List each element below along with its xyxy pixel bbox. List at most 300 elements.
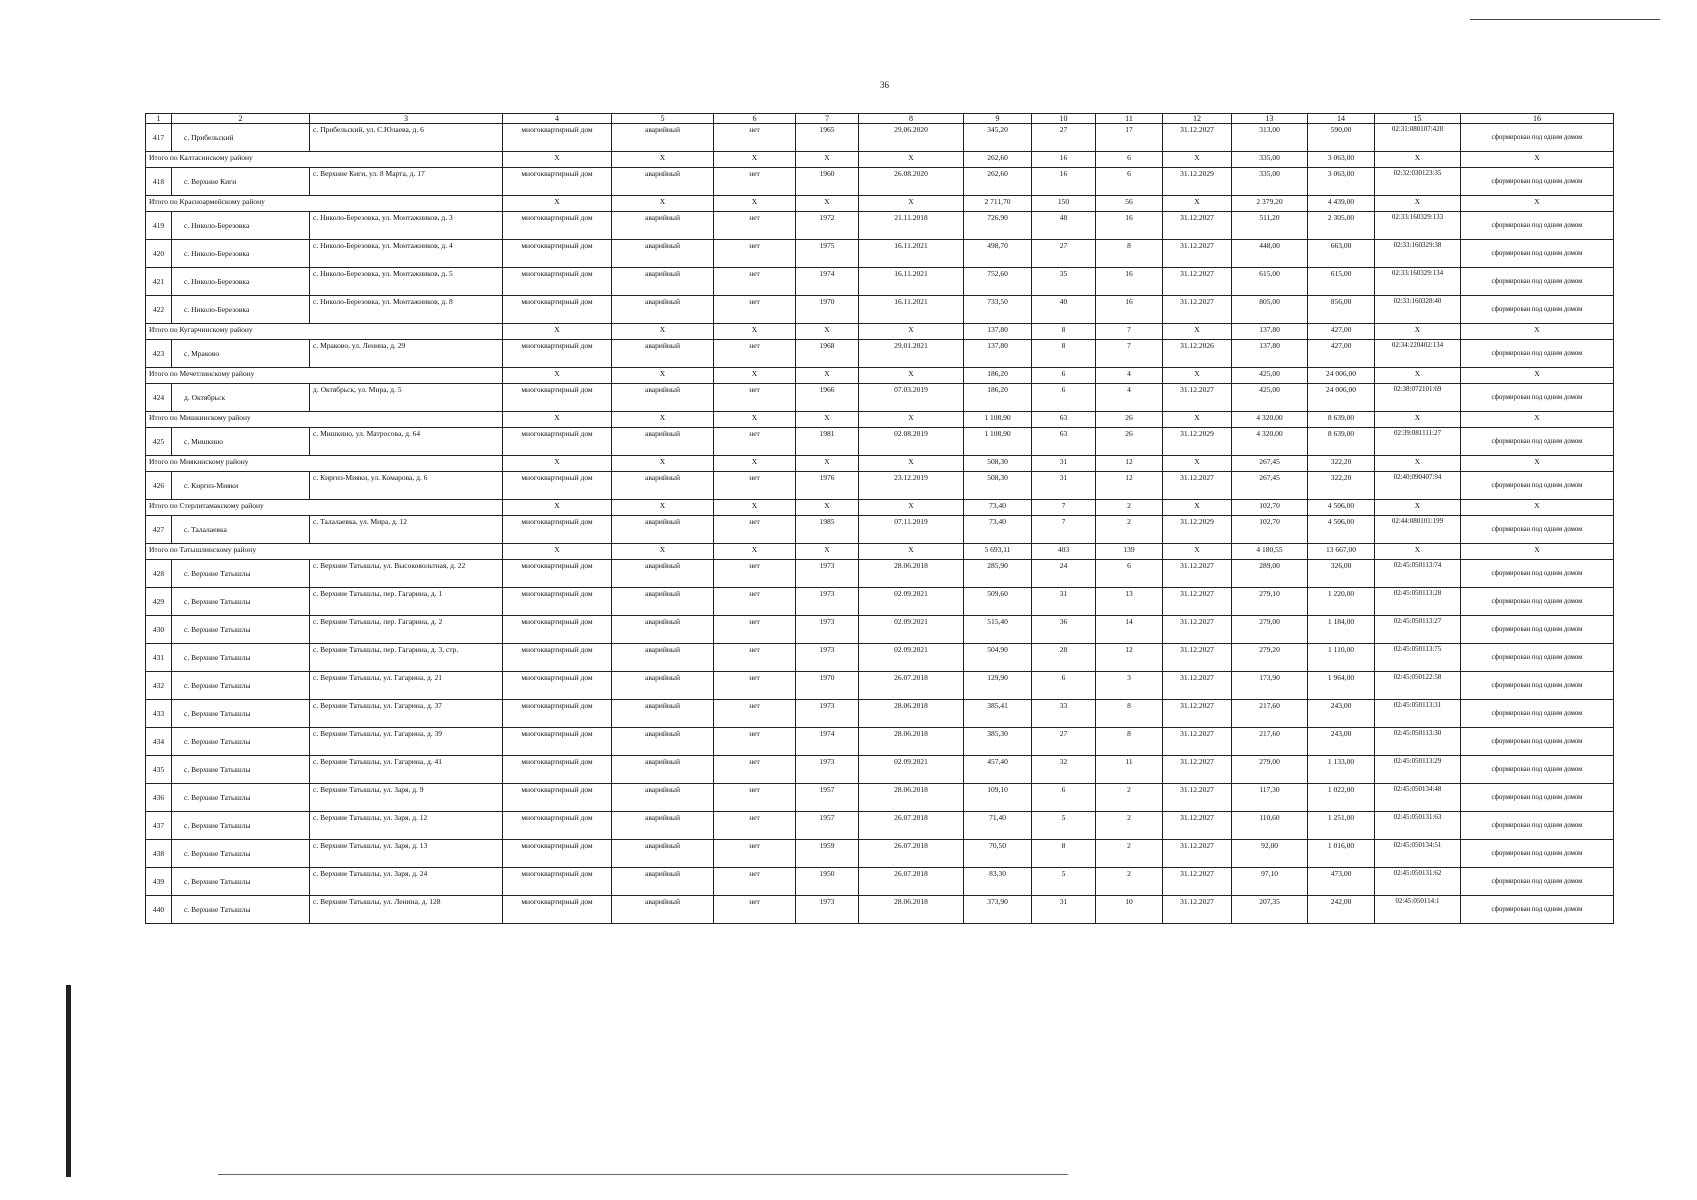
column-10-cell: 24 bbox=[1032, 560, 1096, 588]
column-6-cell: нет bbox=[714, 296, 796, 324]
table-row bbox=[146, 296, 1614, 324]
total-cell-c6: X bbox=[714, 544, 796, 560]
column-13-cell: 289,00 bbox=[1232, 560, 1308, 588]
column-13-cell: 110,60 bbox=[1232, 812, 1308, 840]
row-number: 422 bbox=[146, 296, 172, 324]
row-number: 428 bbox=[146, 560, 172, 588]
cadastral-number-cell: 02:33:160329:38 bbox=[1375, 240, 1461, 268]
status-cell: аварийный bbox=[612, 840, 714, 868]
deadline-cell: 31.12.2027 bbox=[1163, 812, 1232, 840]
building-type-cell: многоквартирный дом bbox=[503, 296, 612, 324]
table-row bbox=[146, 756, 1614, 784]
column-6-cell: нет bbox=[714, 784, 796, 812]
total-cell-c11: 12 bbox=[1096, 456, 1163, 472]
total-cell-c6: X bbox=[714, 412, 796, 428]
column-6-cell: нет bbox=[714, 700, 796, 728]
total-cell-c5: X bbox=[612, 368, 714, 384]
column-13-cell: 279,20 bbox=[1232, 644, 1308, 672]
address-cell: с. Верхние Татышлы, ул. Гагарина, д. 39 bbox=[310, 728, 503, 756]
column-number-row bbox=[146, 114, 1614, 124]
column-6-cell: нет bbox=[714, 868, 796, 896]
building-type-cell: многоквартирный дом bbox=[503, 384, 612, 412]
column-14-cell: 1 022,00 bbox=[1308, 784, 1375, 812]
column-10-cell: 28 bbox=[1032, 644, 1096, 672]
column-13-cell: 425,00 bbox=[1232, 384, 1308, 412]
row-number: 424 bbox=[146, 384, 172, 412]
column-6-cell: нет bbox=[714, 340, 796, 368]
note-cell: сформирован под одним домом bbox=[1461, 588, 1614, 616]
note-cell: сформирован под одним домом bbox=[1461, 616, 1614, 644]
date-cell: 26.07.2018 bbox=[859, 840, 964, 868]
table-row bbox=[146, 472, 1614, 500]
total-cell-c15: X bbox=[1375, 368, 1461, 384]
address-cell: д. Октябрьск, ул. Мира, д. 5 bbox=[310, 384, 503, 412]
note-cell: сформирован под одним домом bbox=[1461, 516, 1614, 544]
row-number: 434 bbox=[146, 728, 172, 756]
date-cell: 07.03.2019 bbox=[859, 384, 964, 412]
total-cell-c10: 31 bbox=[1032, 456, 1096, 472]
column-13-cell: 805,00 bbox=[1232, 296, 1308, 324]
total-cell-c4: X bbox=[503, 152, 612, 168]
total-cell-c7: X bbox=[796, 152, 859, 168]
column-14-cell: 856,00 bbox=[1308, 296, 1375, 324]
deadline-cell: 31.12.2027 bbox=[1163, 644, 1232, 672]
row-number: 437 bbox=[146, 812, 172, 840]
note-cell: сформирован под одним домом bbox=[1461, 700, 1614, 728]
total-cell-c13: 425,00 bbox=[1232, 368, 1308, 384]
deadline-cell: 31.12.2027 bbox=[1163, 672, 1232, 700]
column-13-cell: 279,00 bbox=[1232, 756, 1308, 784]
total-cell-c4: X bbox=[503, 196, 612, 212]
total-cell-c5: X bbox=[612, 196, 714, 212]
area-cell: 752,60 bbox=[964, 268, 1032, 296]
date-cell: 29.06.2020 bbox=[859, 124, 964, 152]
note-cell: сформирован под одним домом bbox=[1461, 784, 1614, 812]
total-cell-c10: 16 bbox=[1032, 152, 1096, 168]
total-cell-c8: X bbox=[859, 324, 964, 340]
area-cell: 109,10 bbox=[964, 784, 1032, 812]
date-cell: 26.07.2018 bbox=[859, 812, 964, 840]
column-13-cell: 97,10 bbox=[1232, 868, 1308, 896]
status-cell: аварийный bbox=[612, 384, 714, 412]
cadastral-number-cell: 02:45:050131:62 bbox=[1375, 868, 1461, 896]
column-6-cell: нет bbox=[714, 516, 796, 544]
column-number: 12 bbox=[1163, 114, 1232, 124]
column-11-cell: 10 bbox=[1096, 896, 1163, 924]
note-cell: сформирован под одним домом bbox=[1461, 472, 1614, 500]
deadline-cell: 31.12.2027 bbox=[1163, 472, 1232, 500]
total-cell-c15: X bbox=[1375, 500, 1461, 516]
locality-cell: с. Верхние Татышлы bbox=[172, 840, 310, 868]
column-10-cell: 32 bbox=[1032, 756, 1096, 784]
status-cell: аварийный bbox=[612, 812, 714, 840]
column-6-cell: нет bbox=[714, 672, 796, 700]
column-6-cell: нет bbox=[714, 212, 796, 240]
total-cell-c4: X bbox=[503, 324, 612, 340]
status-cell: аварийный bbox=[612, 212, 714, 240]
year-cell: 1966 bbox=[796, 384, 859, 412]
note-cell: сформирован под одним домом bbox=[1461, 124, 1614, 152]
column-6-cell: нет bbox=[714, 124, 796, 152]
column-11-cell: 16 bbox=[1096, 296, 1163, 324]
date-cell: 16.11.2021 bbox=[859, 296, 964, 324]
total-cell-c9: 508,30 bbox=[964, 456, 1032, 472]
column-13-cell: 511,20 bbox=[1232, 212, 1308, 240]
year-cell: 1972 bbox=[796, 212, 859, 240]
row-number: 429 bbox=[146, 588, 172, 616]
building-type-cell: многоквартирный дом bbox=[503, 756, 612, 784]
table-row bbox=[146, 268, 1614, 296]
total-cell-c7: X bbox=[796, 544, 859, 560]
address-cell: с. Николо-Березовка, ул. Монтажников, д. 3 bbox=[310, 212, 503, 240]
address-cell: с. Верхние Татышлы, ул. Заря, д. 12 bbox=[310, 812, 503, 840]
total-cell-c15: X bbox=[1375, 456, 1461, 472]
table-row bbox=[146, 812, 1614, 840]
column-11-cell: 7 bbox=[1096, 340, 1163, 368]
total-cell-c10: 63 bbox=[1032, 412, 1096, 428]
building-type-cell: многоквартирный дом bbox=[503, 560, 612, 588]
building-type-cell: многоквартирный дом bbox=[503, 840, 612, 868]
address-cell: с. Прибельский, ул. С.Юлаева, д. 6 bbox=[310, 124, 503, 152]
building-type-cell: многоквартирный дом bbox=[503, 428, 612, 456]
column-11-cell: 16 bbox=[1096, 268, 1163, 296]
column-13-cell: 207,35 bbox=[1232, 896, 1308, 924]
table-row bbox=[146, 428, 1614, 456]
address-cell: с. Верхние Татышлы, пер. Гагарина, д. 3, стр. bbox=[310, 644, 503, 672]
column-11-cell: 2 bbox=[1096, 516, 1163, 544]
total-cell-c8: X bbox=[859, 412, 964, 428]
date-cell: 02.08.2019 bbox=[859, 428, 964, 456]
locality-cell: с. Мраково bbox=[172, 340, 310, 368]
column-11-cell: 16 bbox=[1096, 212, 1163, 240]
total-cell-c13: 335,00 bbox=[1232, 152, 1308, 168]
column-14-cell: 1 251,00 bbox=[1308, 812, 1375, 840]
column-14-cell: 8 639,00 bbox=[1308, 428, 1375, 456]
total-cell-c12: X bbox=[1163, 324, 1232, 340]
cadastral-number-cell: 02:33:160329:133 bbox=[1375, 212, 1461, 240]
total-cell-c12: X bbox=[1163, 152, 1232, 168]
status-cell: аварийный bbox=[612, 240, 714, 268]
building-type-cell: многоквартирный дом bbox=[503, 472, 612, 500]
area-cell: 385,30 bbox=[964, 728, 1032, 756]
column-10-cell: 16 bbox=[1032, 168, 1096, 196]
status-cell: аварийный bbox=[612, 728, 714, 756]
area-cell: 726,90 bbox=[964, 212, 1032, 240]
area-cell: 373,90 bbox=[964, 896, 1032, 924]
address-cell: с. Верхние Татышлы, ул. Заря, д. 9 bbox=[310, 784, 503, 812]
locality-cell: с. Верхние Татышлы bbox=[172, 756, 310, 784]
total-cell-c7: X bbox=[796, 324, 859, 340]
building-type-cell: многоквартирный дом bbox=[503, 672, 612, 700]
building-type-cell: многоквартирный дом bbox=[503, 700, 612, 728]
total-cell-c11: 26 bbox=[1096, 412, 1163, 428]
total-cell-c4: X bbox=[503, 412, 612, 428]
locality-cell: с. Верхние Татышлы bbox=[172, 616, 310, 644]
deadline-cell: 31.12.2027 bbox=[1163, 756, 1232, 784]
district-total-row bbox=[146, 324, 1614, 340]
table-row bbox=[146, 240, 1614, 268]
address-cell: с. Верхние Киги, ул. 8 Марта, д. 17 bbox=[310, 168, 503, 196]
locality-cell: с. Верхние Татышлы bbox=[172, 700, 310, 728]
area-cell: 73,40 bbox=[964, 516, 1032, 544]
deadline-cell: 31.12.2027 bbox=[1163, 240, 1232, 268]
area-cell: 509,60 bbox=[964, 588, 1032, 616]
column-11-cell: 2 bbox=[1096, 868, 1163, 896]
row-number: 439 bbox=[146, 868, 172, 896]
total-cell-c7: X bbox=[796, 500, 859, 516]
total-cell-c8: X bbox=[859, 196, 964, 212]
column-13-cell: 615,00 bbox=[1232, 268, 1308, 296]
note-cell: сформирован под одним домом bbox=[1461, 268, 1614, 296]
column-14-cell: 473,00 bbox=[1308, 868, 1375, 896]
total-cell-c14: 427,00 bbox=[1308, 324, 1375, 340]
building-type-cell: многоквартирный дом bbox=[503, 896, 612, 924]
note-cell: сформирован под одним домом bbox=[1461, 168, 1614, 196]
column-14-cell: 1 184,00 bbox=[1308, 616, 1375, 644]
column-number: 1 bbox=[146, 114, 172, 124]
deadline-cell: 31.12.2027 bbox=[1163, 268, 1232, 296]
column-number: 9 bbox=[964, 114, 1032, 124]
cadastral-number-cell: 02:45:050122:58 bbox=[1375, 672, 1461, 700]
total-cell-c16: X bbox=[1461, 456, 1614, 472]
district-total-label: Итого по Миякинскому району bbox=[146, 456, 503, 472]
total-cell-c4: X bbox=[503, 544, 612, 560]
status-cell: аварийный bbox=[612, 868, 714, 896]
column-14-cell: 1 964,00 bbox=[1308, 672, 1375, 700]
cadastral-number-cell: 02:34:220402:134 bbox=[1375, 340, 1461, 368]
column-11-cell: 2 bbox=[1096, 784, 1163, 812]
area-cell: 262,60 bbox=[964, 168, 1032, 196]
locality-cell: с. Верхние Татышлы bbox=[172, 896, 310, 924]
locality-cell: с. Киргиз-Мияки bbox=[172, 472, 310, 500]
area-cell: 508,30 bbox=[964, 472, 1032, 500]
status-cell: аварийный bbox=[612, 672, 714, 700]
column-6-cell: нет bbox=[714, 840, 796, 868]
total-cell-c16: X bbox=[1461, 544, 1614, 560]
address-cell: с. Верхние Татышлы, пер. Гагарина, д. 2 bbox=[310, 616, 503, 644]
district-total-row bbox=[146, 196, 1614, 212]
date-cell: 02.09.2021 bbox=[859, 588, 964, 616]
total-cell-c7: X bbox=[796, 456, 859, 472]
column-14-cell: 322,20 bbox=[1308, 472, 1375, 500]
table-row bbox=[146, 868, 1614, 896]
total-cell-c5: X bbox=[612, 500, 714, 516]
deadline-cell: 31.12.2027 bbox=[1163, 868, 1232, 896]
column-14-cell: 326,00 bbox=[1308, 560, 1375, 588]
total-cell-c6: X bbox=[714, 324, 796, 340]
locality-cell: с. Мишкино bbox=[172, 428, 310, 456]
column-10-cell: 31 bbox=[1032, 472, 1096, 500]
deadline-cell: 31.12.2027 bbox=[1163, 700, 1232, 728]
district-total-row bbox=[146, 368, 1614, 384]
date-cell: 02.09.2021 bbox=[859, 616, 964, 644]
cadastral-number-cell: 02:45:050113:75 bbox=[1375, 644, 1461, 672]
area-cell: 515,40 bbox=[964, 616, 1032, 644]
column-13-cell: 448,00 bbox=[1232, 240, 1308, 268]
total-cell-c5: X bbox=[612, 152, 714, 168]
total-cell-c6: X bbox=[714, 456, 796, 472]
total-cell-c5: X bbox=[612, 456, 714, 472]
row-number: 438 bbox=[146, 840, 172, 868]
column-14-cell: 4 506,00 bbox=[1308, 516, 1375, 544]
total-cell-c14: 8 639,00 bbox=[1308, 412, 1375, 428]
note-cell: сформирован под одним домом bbox=[1461, 428, 1614, 456]
column-10-cell: 36 bbox=[1032, 616, 1096, 644]
building-type-cell: многоквартирный дом bbox=[503, 516, 612, 544]
address-cell: с. Верхние Татышлы, ул. Гагарина, д. 21 bbox=[310, 672, 503, 700]
total-cell-c12: X bbox=[1163, 368, 1232, 384]
year-cell: 1959 bbox=[796, 840, 859, 868]
date-cell: 28.06.2018 bbox=[859, 560, 964, 588]
district-total-row bbox=[146, 500, 1614, 516]
row-number: 417 bbox=[146, 124, 172, 152]
column-6-cell: нет bbox=[714, 384, 796, 412]
row-number: 426 bbox=[146, 472, 172, 500]
column-14-cell: 590,00 bbox=[1308, 124, 1375, 152]
year-cell: 1973 bbox=[796, 700, 859, 728]
total-cell-c7: X bbox=[796, 368, 859, 384]
date-cell: 26.07.2018 bbox=[859, 672, 964, 700]
status-cell: аварийный bbox=[612, 168, 714, 196]
district-total-label: Итого по Стерлитамакскому району bbox=[146, 500, 503, 516]
status-cell: аварийный bbox=[612, 616, 714, 644]
column-11-cell: 8 bbox=[1096, 240, 1163, 268]
total-cell-c11: 56 bbox=[1096, 196, 1163, 212]
column-6-cell: нет bbox=[714, 896, 796, 924]
column-13-cell: 279,00 bbox=[1232, 616, 1308, 644]
deadline-cell: 31.12.2027 bbox=[1163, 124, 1232, 152]
column-11-cell: 2 bbox=[1096, 840, 1163, 868]
year-cell: 1974 bbox=[796, 268, 859, 296]
column-14-cell: 2 305,00 bbox=[1308, 212, 1375, 240]
total-cell-c9: 1 108,90 bbox=[964, 412, 1032, 428]
row-number: 440 bbox=[146, 896, 172, 924]
building-type-cell: многоквартирный дом bbox=[503, 812, 612, 840]
area-cell: 71,40 bbox=[964, 812, 1032, 840]
total-cell-c4: X bbox=[503, 456, 612, 472]
page-number: 36 bbox=[880, 80, 889, 90]
total-cell-c10: 8 bbox=[1032, 324, 1096, 340]
status-cell: аварийный bbox=[612, 784, 714, 812]
column-6-cell: нет bbox=[714, 428, 796, 456]
note-cell: сформирован под одним домом bbox=[1461, 868, 1614, 896]
year-cell: 1950 bbox=[796, 868, 859, 896]
total-cell-c16: X bbox=[1461, 412, 1614, 428]
status-cell: аварийный bbox=[612, 428, 714, 456]
table-row bbox=[146, 560, 1614, 588]
top-rule bbox=[1470, 19, 1660, 20]
row-number: 435 bbox=[146, 756, 172, 784]
column-13-cell: 217,60 bbox=[1232, 728, 1308, 756]
year-cell: 1973 bbox=[796, 756, 859, 784]
total-cell-c14: 13 667,00 bbox=[1308, 544, 1375, 560]
column-6-cell: нет bbox=[714, 756, 796, 784]
building-type-cell: многоквартирный дом bbox=[503, 212, 612, 240]
column-14-cell: 615,00 bbox=[1308, 268, 1375, 296]
column-number: 16 bbox=[1461, 114, 1614, 124]
total-cell-c10: 150 bbox=[1032, 196, 1096, 212]
column-10-cell: 31 bbox=[1032, 896, 1096, 924]
locality-cell: с. Верхние Татышлы bbox=[172, 784, 310, 812]
total-cell-c9: 137,80 bbox=[964, 324, 1032, 340]
building-type-cell: многоквартирный дом bbox=[503, 616, 612, 644]
table-row bbox=[146, 672, 1614, 700]
year-cell: 1965 bbox=[796, 124, 859, 152]
status-cell: аварийный bbox=[612, 896, 714, 924]
status-cell: аварийный bbox=[612, 472, 714, 500]
note-cell: сформирован под одним домом bbox=[1461, 840, 1614, 868]
note-cell: сформирован под одним домом bbox=[1461, 240, 1614, 268]
date-cell: 16.11.2021 bbox=[859, 240, 964, 268]
column-number: 8 bbox=[859, 114, 964, 124]
total-cell-c8: X bbox=[859, 500, 964, 516]
row-number: 432 bbox=[146, 672, 172, 700]
area-cell: 385,41 bbox=[964, 700, 1032, 728]
locality-cell: с. Прибельский bbox=[172, 124, 310, 152]
column-10-cell: 27 bbox=[1032, 240, 1096, 268]
cadastral-number-cell: 02:40:090407:94 bbox=[1375, 472, 1461, 500]
column-13-cell: 92,00 bbox=[1232, 840, 1308, 868]
column-10-cell: 63 bbox=[1032, 428, 1096, 456]
row-number: 418 bbox=[146, 168, 172, 196]
deadline-cell: 31.12.2029 bbox=[1163, 168, 1232, 196]
locality-cell: с. Верхние Татышлы bbox=[172, 728, 310, 756]
table-row bbox=[146, 840, 1614, 868]
column-13-cell: 313,00 bbox=[1232, 124, 1308, 152]
building-type-cell: многоквартирный дом bbox=[503, 784, 612, 812]
column-10-cell: 31 bbox=[1032, 588, 1096, 616]
address-cell: с. Мраково, ул. Ленина, д. 29 bbox=[310, 340, 503, 368]
building-type-cell: многоквартирный дом bbox=[503, 168, 612, 196]
column-11-cell: 6 bbox=[1096, 560, 1163, 588]
column-13-cell: 117,30 bbox=[1232, 784, 1308, 812]
total-cell-c11: 4 bbox=[1096, 368, 1163, 384]
date-cell: 28.06.2018 bbox=[859, 700, 964, 728]
total-cell-c14: 24 006,00 bbox=[1308, 368, 1375, 384]
total-cell-c8: X bbox=[859, 152, 964, 168]
address-cell: с. Верхние Татышлы, ул. Заря, д. 24 bbox=[310, 868, 503, 896]
table-row bbox=[146, 340, 1614, 368]
table-row bbox=[146, 644, 1614, 672]
column-10-cell: 40 bbox=[1032, 296, 1096, 324]
year-cell: 1974 bbox=[796, 728, 859, 756]
column-14-cell: 24 006,00 bbox=[1308, 384, 1375, 412]
cadastral-number-cell: 02:33:160328:40 bbox=[1375, 296, 1461, 324]
column-13-cell: 279,10 bbox=[1232, 588, 1308, 616]
total-cell-c12: X bbox=[1163, 412, 1232, 428]
status-cell: аварийный bbox=[612, 588, 714, 616]
column-10-cell: 48 bbox=[1032, 212, 1096, 240]
total-cell-c16: X bbox=[1461, 368, 1614, 384]
year-cell: 1973 bbox=[796, 896, 859, 924]
district-total-label: Итого по Кугарчинскому району bbox=[146, 324, 503, 340]
column-11-cell: 12 bbox=[1096, 472, 1163, 500]
table-row bbox=[146, 896, 1614, 924]
address-cell: с. Верхние Татышлы, ул. Заря, д. 13 bbox=[310, 840, 503, 868]
area-cell: 504,90 bbox=[964, 644, 1032, 672]
locality-cell: с. Николо-Березовка bbox=[172, 268, 310, 296]
total-cell-c13: 102,70 bbox=[1232, 500, 1308, 516]
table-row bbox=[146, 700, 1614, 728]
column-14-cell: 427,00 bbox=[1308, 340, 1375, 368]
building-type-cell: многоквартирный дом bbox=[503, 644, 612, 672]
column-10-cell: 35 bbox=[1032, 268, 1096, 296]
table-row bbox=[146, 124, 1614, 152]
column-10-cell: 8 bbox=[1032, 840, 1096, 868]
cadastral-number-cell: 02:39:081111:27 bbox=[1375, 428, 1461, 456]
column-11-cell: 8 bbox=[1096, 728, 1163, 756]
column-6-cell: нет bbox=[714, 268, 796, 296]
